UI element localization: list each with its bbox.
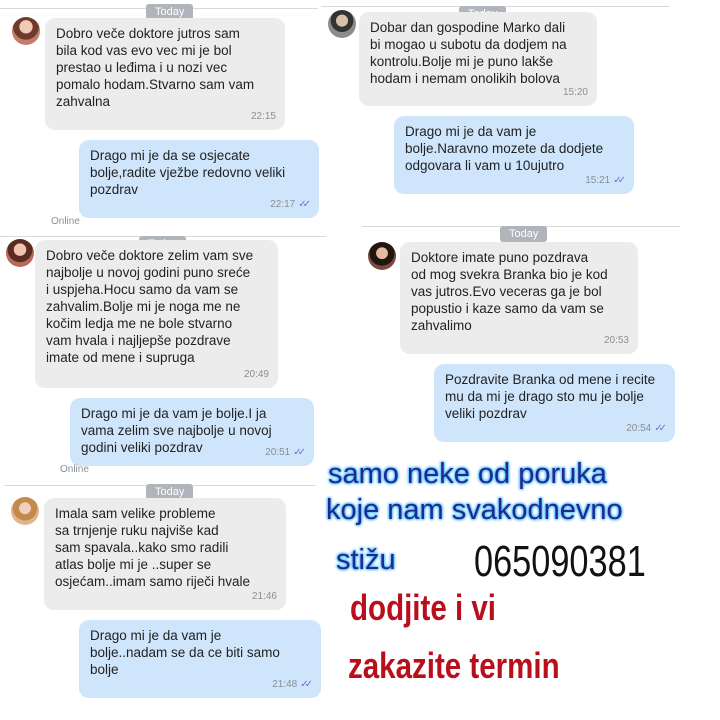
contact-avatar bbox=[6, 239, 34, 267]
message-text: Doktore imate puno pozdrava od mog svekra Branka bio je kod vas jutros.Evo veceras ga je bol popustio i kaze samo da vam se zahvalimo bbox=[411, 250, 608, 333]
message-text: Dobro veče doktore zelim vam sve najbolje u novoj godini puno sreće i uspjeha.Hocu samo da vam se zahvalim.Bolje mi je noga me ne kočim ledja me ne bole stvarno vam hvala i najljepše pozdrave imate od mene i supruga bbox=[46, 248, 254, 365]
read-ticks-icon: ✓✓ bbox=[298, 199, 307, 210]
incoming-message bbox=[400, 242, 638, 354]
incoming-message bbox=[359, 12, 597, 106]
message-time: 20:54 bbox=[626, 423, 652, 434]
date-badge: Today bbox=[146, 484, 193, 500]
message-text: Imala sam velike probleme sa trnjenje ruku najviše kad sam spavala..kako smo radili atlas bolje mi je ..super se osjećam..imam samo riječi hvale bbox=[55, 506, 251, 589]
message-time: 20:53 bbox=[603, 335, 629, 346]
message-time: 22:17 bbox=[270, 199, 296, 210]
promo-line-2: koje nam svakodnevno bbox=[326, 494, 623, 526]
date-badge: Today bbox=[146, 4, 193, 20]
message-meta bbox=[270, 196, 310, 213]
message-meta bbox=[604, 332, 629, 349]
message-time: 21:48 bbox=[272, 679, 298, 690]
message-time: 20:49 bbox=[243, 369, 269, 380]
message-text: Pozdravite Branka od mene i recite mu da mi je drago sto mu je bolje veliki pozdrav bbox=[445, 372, 656, 421]
outgoing-message bbox=[79, 620, 321, 698]
incoming-message bbox=[45, 18, 285, 130]
read-ticks-icon: ✓✓ bbox=[613, 175, 622, 186]
contact-avatar bbox=[328, 10, 356, 38]
contact-avatar bbox=[368, 242, 396, 270]
read-ticks-icon: ✓✓ bbox=[654, 423, 663, 434]
message-meta bbox=[244, 366, 269, 383]
incoming-message bbox=[35, 240, 278, 388]
message-text: Drago mi je da vam je bolje.I ja vama zelim sve najbolje u novoj godini veliki pozdrav bbox=[81, 406, 272, 455]
date-badge: Today bbox=[500, 226, 547, 242]
outgoing-message bbox=[394, 116, 634, 194]
message-meta bbox=[251, 108, 276, 125]
message-meta bbox=[626, 420, 666, 437]
contact-avatar bbox=[11, 497, 39, 525]
online-status: Online bbox=[60, 464, 89, 475]
promo-line-1: samo neke od poruka bbox=[328, 458, 607, 490]
message-meta bbox=[563, 84, 588, 101]
message-text: Dobar dan gospodine Marko dali bi mogao u subotu da dodjem na kontrolu.Bolje mi je puno lakše hodam i nemam onolikih bolova bbox=[370, 20, 567, 86]
message-text: Drago mi je da vam je bolje..nadam se da ce biti samo bolje bbox=[90, 628, 280, 677]
message-meta bbox=[252, 588, 277, 605]
outgoing-message bbox=[79, 140, 319, 218]
message-time: 15:20 bbox=[562, 87, 588, 98]
online-status: Online bbox=[51, 216, 80, 227]
message-time: 15:21 bbox=[585, 175, 611, 186]
outgoing-message bbox=[434, 364, 675, 442]
message-text: Dobro veče doktore jutros sam bila kod vas evo vec mi je bol prestao u leđima i u nozi vec pomalo hodam.Stvarno sam vam zahvalna bbox=[56, 26, 255, 109]
cta-line-1: dodjite i vi bbox=[350, 587, 496, 628]
message-time: 20:51 bbox=[265, 447, 291, 458]
message-meta bbox=[585, 172, 625, 189]
message-meta bbox=[272, 676, 312, 693]
message-meta bbox=[265, 444, 305, 461]
read-ticks-icon: ✓✓ bbox=[300, 679, 309, 690]
message-time: 21:46 bbox=[251, 591, 277, 602]
incoming-message bbox=[44, 498, 286, 610]
message-text: Drago mi je da vam je bolje.Naravno mozete da dodjete odgovara li vam u 10ujutro bbox=[405, 124, 604, 173]
outgoing-message bbox=[70, 398, 314, 466]
contact-avatar bbox=[12, 17, 40, 45]
promo-line-3: stižu bbox=[336, 544, 396, 576]
message-text: Drago mi je da se osjecate bolje,radite vježbe redovno veliki pozdrav bbox=[90, 148, 286, 197]
read-ticks-icon: ✓✓ bbox=[293, 447, 302, 458]
cta-line-2: zakazite termin bbox=[348, 645, 560, 686]
message-time: 22:15 bbox=[250, 111, 276, 122]
phone-number: 065090381 bbox=[474, 537, 646, 586]
